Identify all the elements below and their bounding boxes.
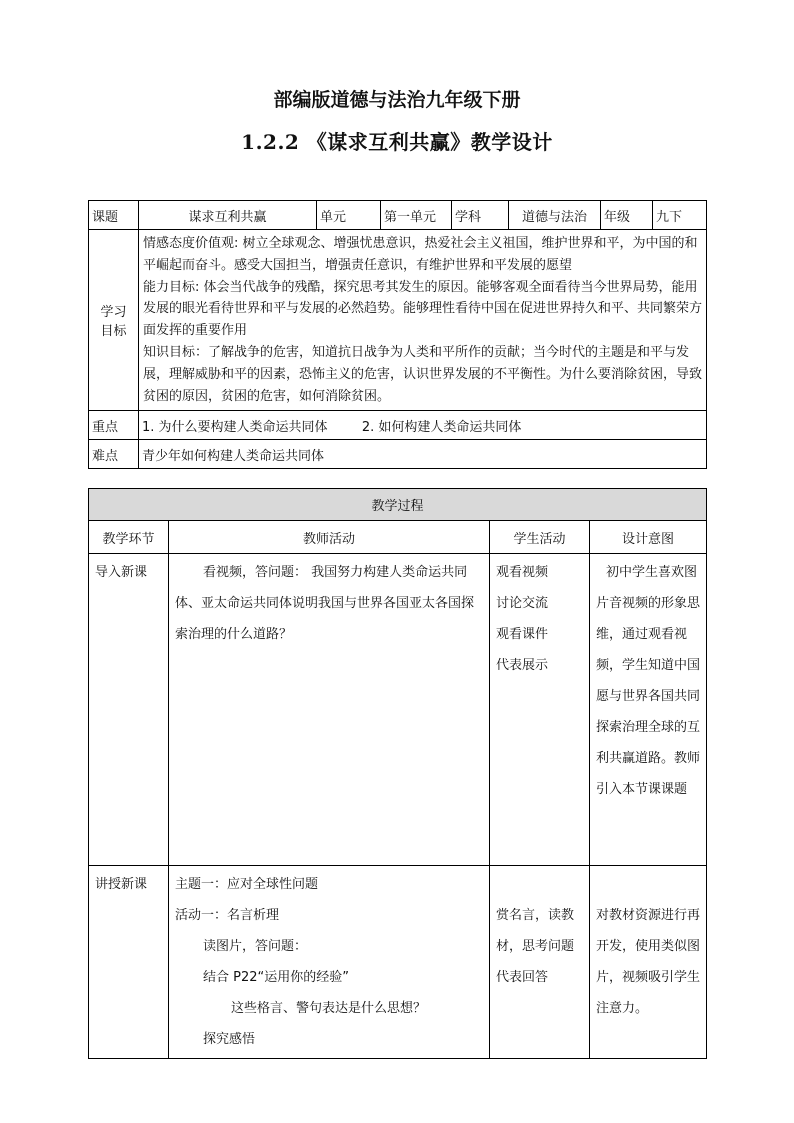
intro-student-1: 观看视频 [496, 565, 549, 580]
intro-student-3: 观看课件 [496, 627, 549, 642]
goal-emotion: 情感态度价值观: 树立全球观念、增强忧患意识，热爱社会主义祖国，维护世界和平，为中国的和平崛起而奋斗。感受大国担当，增强责任意识，有维护世界和平发展的愿望 [143, 236, 698, 273]
lesson-title: 1.2.2 《谋求互利共赢》教学设计 [241, 130, 553, 154]
unit-label: 单元 [317, 201, 381, 230]
course-label: 课题 [89, 201, 139, 230]
lecture-student [490, 866, 590, 1059]
goals-label-line2: 目标 [100, 324, 127, 340]
lecture-line-5: 这些格言、警句表达是什么思想？ [231, 1001, 427, 1016]
process-title: 教学过程 [89, 489, 707, 521]
key-content [139, 411, 707, 440]
lecture-teacher [169, 866, 490, 1059]
intro-student-2: 讨论交流 [496, 596, 549, 611]
teaching-process-table [88, 488, 707, 1059]
unit-value: 第一单元 [381, 201, 452, 230]
key-item-1: 1. 为什么要构建人类命运共同体 [142, 419, 328, 435]
goals-label-line1: 学习 [100, 305, 127, 321]
doc-title: 部编版道德与法治九年级下册 [273, 89, 521, 111]
intro-stage: 导入新课 [89, 554, 169, 866]
lecture-student-text: 赏名言，读教材，思考问题代表回答 [496, 908, 575, 985]
key-label: 重点 [89, 411, 139, 440]
lecture-line-4: 结合 P22“运用你的经验” [203, 970, 349, 985]
header-stage: 教学环节 [89, 521, 169, 554]
difficulty-label: 难点 [89, 440, 139, 469]
header-intent: 设计意图 [590, 521, 707, 554]
header-teacher: 教师活动 [169, 521, 490, 554]
lecture-line-3: 读图片，答问题： [203, 939, 308, 954]
lecture-intent [590, 866, 707, 1059]
goals-content [139, 230, 707, 411]
grade-value: 九下 [653, 201, 707, 230]
subject-label: 学科 [452, 201, 509, 230]
intro-student [490, 554, 590, 866]
goals-label [89, 230, 139, 411]
intro-teacher-text: 看视频，答问题： 我国努力构建人类命运共同体、亚太命运共同体说明我国与世界各国亚太各国探索治理的什么道路？ [175, 565, 475, 642]
lesson-info-table [88, 200, 707, 469]
lecture-stage: 讲授新课 [89, 866, 169, 1059]
key-item-2: 2. 如何构建人类命运共同体 [361, 419, 522, 435]
intro-intent-text: 初中学生喜欢图片音视频的形象思维，通过观看视频，学生知道中国愿与世界各国共同探索治理全球的互利共赢道路。教师引入本节课课题 [596, 565, 701, 797]
lecture-line-2: 活动一：名言析理 [175, 908, 280, 923]
lecture-line-1: 主题一：应对全球性问题 [175, 877, 319, 892]
intro-teacher [169, 554, 490, 866]
lecture-line-6: 探究感悟 [203, 1032, 256, 1047]
subject-value: 道德与法治 [509, 201, 601, 230]
lecture-intent-text: 对教材资源进行再开发，使用类似图片，视频吸引学生注意力。 [596, 908, 701, 1016]
grade-label: 年级 [601, 201, 653, 230]
goal-ability: 能力目标: 体会当代战争的残酷，探究思考其发生的原因。能够客观全面看待当今世界局势，能用发展的眼光看待世界和平与发展的必然趋势。能够理性看待中国在促进世界持久和平、共同繁荣方面发挥的重要作用 [143, 279, 703, 339]
intro-intent [590, 554, 707, 866]
intro-student-4: 代表展示 [496, 658, 549, 673]
difficulty-value: 青少年如何构建人类命运共同体 [139, 440, 707, 469]
course-value: 谋求互利共赢 [139, 201, 317, 230]
goal-knowledge: 知识目标：了解战争的危害，知道抗日战争为人类和平所作的贡献；当今时代的主题是和平与发展，理解威胁和平的因素，恐怖主义的危害，认识世界发展的不平衡性。为什么要消除贫困，导致贫困的原因，贫困的危害，如何消除贫困。 [143, 344, 703, 404]
header-student: 学生活动 [490, 521, 590, 554]
